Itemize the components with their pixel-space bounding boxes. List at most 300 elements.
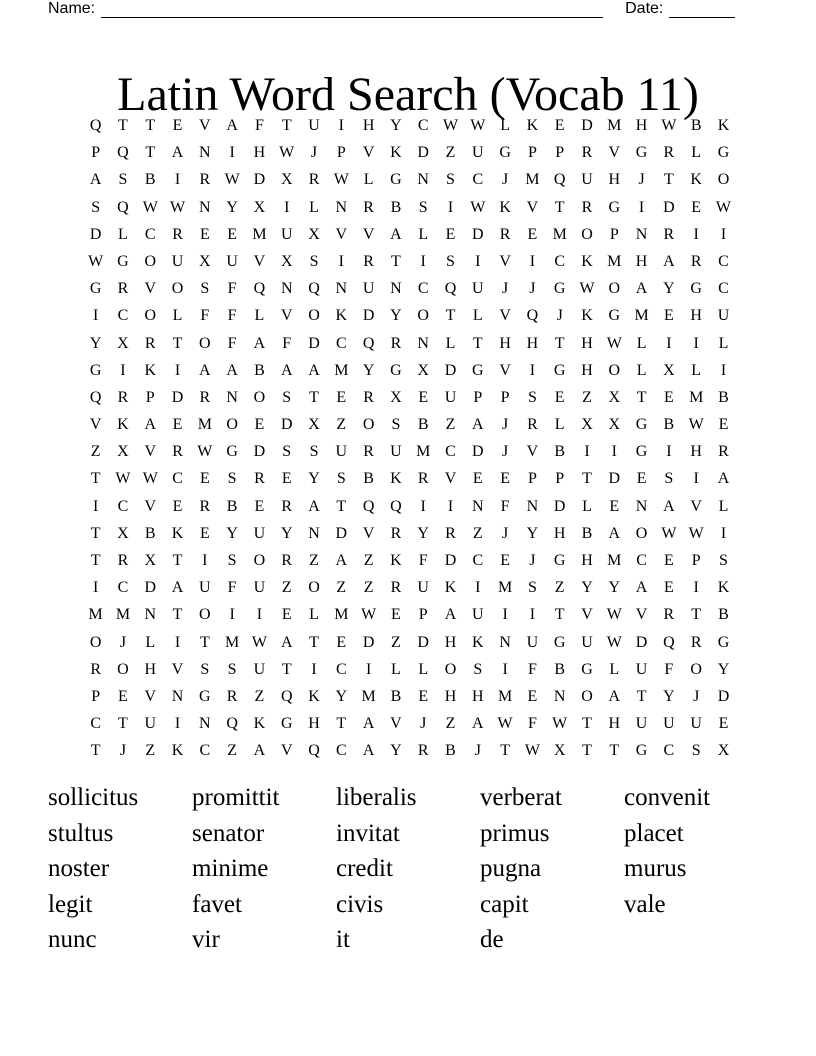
grid-letter[interactable]: X (308, 225, 320, 243)
grid-letter[interactable]: B (254, 361, 265, 379)
grid-letter[interactable]: V (280, 742, 293, 760)
grid-letter[interactable]: E (663, 579, 674, 597)
grid-letter[interactable]: S (719, 552, 728, 569)
grid-letter[interactable]: L (691, 144, 702, 162)
grid-letter[interactable]: V (362, 524, 375, 542)
grid-letter[interactable]: K (526, 117, 539, 134)
grid-letter[interactable]: V (171, 660, 184, 678)
grid-letter[interactable]: V (690, 497, 702, 515)
grid-letter[interactable]: I (584, 443, 590, 461)
grid-letter[interactable]: I (174, 715, 181, 733)
grid-letter[interactable]: X (199, 252, 211, 270)
grid-letter[interactable]: I (284, 198, 290, 216)
grid-letter[interactable]: F (200, 307, 210, 325)
grid-letter[interactable]: I (447, 497, 454, 515)
grid-letter[interactable]: J (693, 687, 700, 705)
grid-letter[interactable]: Y (390, 307, 402, 325)
grid-letter[interactable]: R (199, 497, 211, 515)
grid-letter[interactable]: L (309, 606, 319, 624)
grid-letter[interactable]: E (609, 497, 620, 515)
grid-letter[interactable]: I (420, 497, 426, 515)
grid-letter[interactable]: Z (554, 579, 565, 597)
grid-letter[interactable]: O (144, 252, 157, 270)
grid-letter[interactable]: N (308, 524, 320, 542)
grid-letter[interactable]: G (553, 633, 566, 651)
grid-letter[interactable]: Z (90, 443, 101, 461)
grid-letter[interactable]: S (282, 443, 292, 461)
grid-letter[interactable]: W (88, 252, 104, 270)
grid-letter[interactable]: X (717, 742, 730, 760)
grid-letter[interactable]: T (582, 742, 592, 760)
grid-letter[interactable]: H (581, 552, 593, 569)
grid-letter[interactable]: E (281, 470, 292, 488)
grid-letter[interactable]: Z (336, 579, 347, 597)
grid-letter[interactable]: Q (663, 633, 675, 651)
grid-letter[interactable]: M (607, 117, 622, 134)
grid-letter[interactable]: L (636, 334, 647, 352)
grid-letter[interactable]: O (717, 171, 730, 189)
grid-letter[interactable]: Q (362, 497, 375, 515)
grid-letter[interactable]: I (447, 198, 454, 216)
grid-letter[interactable]: E (336, 633, 347, 651)
grid-letter[interactable]: K (581, 307, 593, 325)
grid-letter[interactable]: C (144, 225, 156, 243)
grid-letter[interactable]: V (144, 687, 157, 705)
grid-letter[interactable]: O (144, 307, 157, 325)
grid-letter[interactable]: U (280, 225, 293, 243)
date-blank-line[interactable] (669, 3, 735, 18)
grid-letter[interactable]: R (581, 198, 593, 216)
grid-letter[interactable]: G (635, 416, 648, 434)
grid-letter[interactable]: G (390, 171, 402, 189)
grid-letter[interactable]: X (253, 198, 266, 216)
grid-letter[interactable]: I (174, 171, 181, 189)
grid-letter[interactable]: A (663, 252, 675, 270)
grid-letter[interactable]: N (472, 497, 484, 515)
grid-letter[interactable]: R (417, 742, 429, 760)
grid-letter[interactable]: U (472, 144, 484, 162)
grid-letter[interactable]: M (525, 171, 540, 189)
grid-letter[interactable]: A (635, 579, 648, 597)
grid-letter[interactable]: G (226, 443, 238, 461)
grid-letter[interactable]: Q (308, 742, 320, 760)
grid-letter[interactable]: S (446, 171, 455, 189)
grid-letter[interactable]: X (417, 361, 429, 379)
grid-letter[interactable]: S (391, 416, 401, 434)
grid-letter[interactable]: T (500, 742, 510, 760)
grid-letter[interactable]: M (252, 225, 267, 243)
grid-letter[interactable]: M (225, 633, 240, 651)
grid-letter[interactable]: O (444, 660, 457, 678)
grid-letter[interactable]: T (663, 171, 674, 189)
grid-letter[interactable]: H (472, 687, 484, 705)
grid-letter[interactable]: F (227, 280, 237, 298)
grid-letter[interactable]: C (472, 552, 484, 569)
grid-letter[interactable]: Y (226, 524, 238, 542)
grid-letter[interactable]: N (199, 144, 211, 162)
grid-letter[interactable]: J (310, 144, 318, 162)
grid-letter[interactable]: V (608, 144, 621, 162)
grid-letter[interactable]: W (606, 334, 622, 352)
grid-letter[interactable]: D (280, 416, 293, 434)
grid-letter[interactable]: U (635, 660, 648, 678)
grid-letter[interactable]: L (582, 497, 592, 515)
grid-letter[interactable]: L (691, 361, 702, 379)
grid-letter[interactable]: L (145, 633, 156, 651)
grid-letter[interactable]: C (445, 443, 456, 461)
grid-letter[interactable]: I (365, 660, 372, 678)
grid-letter[interactable]: R (363, 388, 374, 406)
grid-letter[interactable]: Z (445, 416, 456, 434)
grid-letter[interactable]: E (472, 470, 483, 488)
grid-letter[interactable]: K (308, 687, 320, 705)
grid-letter[interactable]: S (227, 470, 237, 488)
grid-letter[interactable]: V (335, 225, 348, 243)
grid-letter[interactable]: W (470, 198, 486, 216)
grid-letter[interactable]: A (253, 334, 266, 352)
grid-letter[interactable]: B (554, 443, 566, 461)
grid-letter[interactable]: I (529, 361, 536, 379)
grid-letter[interactable]: R (172, 225, 183, 243)
grid-letter[interactable]: Y (390, 117, 402, 134)
grid-letter[interactable]: G (635, 443, 648, 461)
grid-letter[interactable]: S (227, 660, 237, 678)
grid-letter[interactable]: F (282, 334, 292, 352)
grid-letter[interactable]: W (688, 416, 704, 434)
grid-letter[interactable]: V (390, 715, 402, 733)
grid-letter[interactable]: Y (663, 280, 675, 298)
grid-letter[interactable]: L (309, 198, 319, 216)
grid-letter[interactable]: U (717, 307, 730, 325)
grid-letter[interactable]: A (472, 416, 484, 434)
grid-letter[interactable]: I (638, 198, 645, 216)
grid-letter[interactable]: Q (280, 687, 293, 705)
grid-letter[interactable]: J (474, 742, 481, 760)
grid-letter[interactable]: B (581, 524, 593, 542)
grid-letter[interactable]: R (117, 280, 129, 298)
grid-letter[interactable]: V (581, 606, 593, 624)
grid-letter[interactable]: E (718, 715, 729, 733)
grid-letter[interactable]: Z (227, 742, 238, 760)
grid-letter[interactable]: G (89, 361, 102, 379)
grid-letter[interactable]: P (609, 225, 619, 243)
grid-letter[interactable]: D (362, 633, 375, 651)
grid-letter[interactable]: P (91, 144, 101, 162)
grid-letter[interactable]: Q (117, 144, 129, 162)
grid-letter[interactable]: Y (280, 524, 293, 542)
grid-letter[interactable]: H (581, 361, 593, 379)
grid-letter[interactable]: I (92, 497, 99, 515)
grid-letter[interactable]: P (336, 144, 346, 162)
grid-letter[interactable]: R (363, 198, 374, 216)
grid-letter[interactable]: K (390, 144, 402, 162)
grid-letter[interactable]: N (553, 687, 566, 705)
grid-letter[interactable]: V (144, 497, 157, 515)
grid-letter[interactable]: D (472, 225, 484, 243)
grid-letter[interactable]: V (526, 443, 539, 461)
grid-letter[interactable]: D (362, 307, 375, 325)
grid-letter[interactable]: N (335, 280, 348, 298)
grid-letter[interactable]: N (171, 687, 184, 705)
grid-letter[interactable]: R (144, 334, 156, 352)
grid-letter[interactable]: Z (145, 742, 156, 760)
grid-letter[interactable]: T (554, 198, 565, 216)
grid-letter[interactable]: Z (445, 715, 456, 733)
grid-letter[interactable]: Y (308, 470, 320, 488)
grid-letter[interactable]: T (118, 715, 128, 733)
grid-letter[interactable]: R (499, 225, 511, 243)
grid-letter[interactable]: L (500, 117, 510, 134)
grid-letter[interactable]: N (417, 171, 429, 189)
grid-letter[interactable]: N (390, 280, 402, 298)
grid-letter[interactable]: Q (390, 497, 402, 515)
grid-letter[interactable]: E (336, 388, 347, 406)
grid-letter[interactable]: I (529, 606, 536, 624)
grid-letter[interactable]: K (717, 579, 730, 597)
grid-letter[interactable]: I (229, 606, 235, 624)
grid-letter[interactable]: K (717, 117, 730, 134)
grid-letter[interactable]: K (117, 416, 129, 434)
grid-letter[interactable]: B (144, 171, 156, 189)
grid-letter[interactable]: E (663, 552, 674, 569)
grid-letter[interactable]: E (199, 470, 210, 488)
grid-letter[interactable]: G (390, 361, 402, 379)
grid-letter[interactable]: L (718, 334, 729, 352)
grid-letter[interactable]: S (309, 252, 319, 270)
grid-letter[interactable]: M (634, 307, 649, 325)
grid-letter[interactable]: J (501, 416, 509, 434)
grid-letter[interactable]: X (280, 171, 293, 189)
grid-letter[interactable]: H (499, 334, 511, 352)
grid-letter[interactable]: Y (362, 361, 375, 379)
grid-letter[interactable]: R (718, 443, 729, 461)
grid-letter[interactable]: E (172, 497, 183, 515)
grid-letter[interactable]: E (663, 388, 674, 406)
grid-letter[interactable]: S (282, 388, 292, 406)
grid-letter[interactable]: B (144, 524, 156, 542)
grid-letter[interactable]: D (417, 144, 429, 162)
grid-letter[interactable]: W (552, 715, 568, 733)
grid-letter[interactable]: X (308, 416, 320, 434)
grid-letter[interactable]: U (444, 388, 457, 406)
grid-letter[interactable]: B (554, 660, 566, 678)
grid-letter[interactable]: E (636, 470, 647, 488)
grid-letter[interactable]: X (117, 334, 129, 352)
grid-letter[interactable]: D (253, 443, 266, 461)
grid-letter[interactable]: S (473, 660, 483, 678)
grid-letter[interactable]: U (199, 579, 211, 597)
grid-letter[interactable]: F (227, 334, 237, 352)
grid-letter[interactable]: A (280, 633, 293, 651)
grid-letter[interactable]: B (226, 497, 238, 515)
grid-letter[interactable]: X (390, 388, 402, 406)
grid-letter[interactable]: S (91, 198, 101, 216)
grid-letter[interactable]: N (199, 715, 211, 733)
grid-letter[interactable]: E (172, 416, 183, 434)
grid-letter[interactable]: A (199, 361, 211, 379)
grid-letter[interactable]: A (717, 470, 730, 488)
grid-letter[interactable]: I (502, 606, 508, 624)
grid-letter[interactable]: Z (582, 388, 592, 406)
grid-letter[interactable]: A (635, 280, 648, 298)
grid-letter[interactable]: G (280, 715, 293, 733)
grid-letter[interactable]: N (280, 280, 293, 298)
grid-letter[interactable]: D (335, 524, 348, 542)
grid-letter[interactable]: U (690, 715, 702, 733)
grid-letter[interactable]: R (390, 334, 402, 352)
grid-letter[interactable]: J (501, 443, 509, 461)
grid-letter[interactable]: T (199, 633, 210, 651)
grid-letter[interactable]: Y (226, 198, 238, 216)
grid-letter[interactable]: E (527, 225, 538, 243)
grid-letter[interactable]: X (117, 524, 129, 542)
grid-letter[interactable]: B (690, 117, 702, 134)
grid-letter[interactable]: T (145, 144, 156, 162)
grid-letter[interactable]: D (444, 552, 457, 569)
grid-letter[interactable]: U (417, 579, 429, 597)
grid-letter[interactable]: W (524, 742, 540, 760)
grid-letter[interactable]: P (527, 470, 537, 488)
grid-letter[interactable]: B (390, 198, 402, 216)
grid-letter[interactable]: S (200, 280, 210, 298)
grid-letter[interactable]: M (416, 443, 431, 461)
grid-letter[interactable]: L (418, 225, 429, 243)
grid-letter[interactable]: F (227, 307, 237, 325)
grid-letter[interactable]: C (335, 742, 347, 760)
grid-letter[interactable]: A (608, 524, 621, 542)
grid-letter[interactable]: G (635, 742, 648, 760)
grid-letter[interactable]: R (199, 388, 211, 406)
grid-letter[interactable]: Z (254, 687, 265, 705)
grid-letter[interactable]: P (527, 144, 537, 162)
grid-letter[interactable]: X (280, 252, 293, 270)
grid-letter[interactable]: E (500, 470, 510, 488)
grid-letter[interactable]: E (418, 388, 429, 406)
grid-letter[interactable]: Y (526, 524, 539, 542)
grid-letter[interactable]: Z (391, 633, 401, 651)
grid-letter[interactable]: K (390, 470, 402, 488)
grid-letter[interactable]: N (226, 388, 238, 406)
grid-letter[interactable]: M (334, 361, 349, 379)
grid-letter[interactable]: R (363, 252, 374, 270)
grid-letter[interactable]: M (497, 579, 513, 597)
grid-letter[interactable]: B (718, 388, 729, 406)
grid-letter[interactable]: D (717, 687, 730, 705)
grid-letter[interactable]: W (224, 171, 240, 189)
grid-letter[interactable]: M (689, 388, 704, 406)
grid-letter[interactable]: Z (336, 416, 347, 434)
grid-letter[interactable]: T (172, 552, 183, 569)
grid-letter[interactable]: O (581, 225, 593, 243)
grid-letter[interactable]: U (253, 579, 266, 597)
grid-letter[interactable]: V (144, 443, 157, 461)
grid-letter[interactable]: J (638, 171, 645, 189)
grid-letter[interactable]: D (253, 171, 266, 189)
grid-letter[interactable]: B (718, 606, 729, 624)
grid-letter[interactable]: R (117, 552, 129, 569)
grid-letter[interactable]: C (90, 715, 101, 733)
grid-letter[interactable]: A (444, 606, 457, 624)
grid-letter[interactable]: L (418, 660, 429, 678)
grid-letter[interactable]: U (253, 524, 266, 542)
grid-letter[interactable]: D (417, 633, 429, 651)
grid-letter[interactable]: P (145, 388, 155, 406)
grid-letter[interactable]: F (527, 715, 537, 733)
grid-letter[interactable]: C (663, 742, 675, 760)
grid-letter[interactable]: W (661, 524, 677, 542)
grid-letter[interactable]: X (581, 416, 593, 434)
grid-letter[interactable]: K (253, 715, 266, 733)
grid-letter[interactable]: O (117, 660, 129, 678)
grid-letter[interactable]: T (172, 334, 183, 352)
grid-letter[interactable]: Y (717, 660, 730, 678)
grid-letter[interactable]: L (636, 361, 647, 379)
grid-letter[interactable]: H (635, 117, 648, 134)
grid-letter[interactable]: E (227, 225, 238, 243)
grid-letter[interactable]: C (199, 742, 211, 760)
grid-letter[interactable]: T (336, 715, 347, 733)
grid-letter[interactable]: A (171, 579, 184, 597)
grid-letter[interactable]: K (472, 633, 484, 651)
grid-letter[interactable]: C (636, 552, 647, 569)
grid-letter[interactable]: K (444, 579, 457, 597)
grid-letter[interactable]: Q (253, 280, 266, 298)
grid-letter[interactable]: N (499, 633, 511, 651)
grid-letter[interactable]: R (390, 524, 402, 542)
grid-letter[interactable]: A (335, 552, 348, 569)
grid-letter[interactable]: G (499, 144, 511, 162)
grid-letter[interactable]: H (444, 633, 457, 651)
grid-letter[interactable]: E (418, 687, 429, 705)
grid-letter[interactable]: O (226, 416, 238, 434)
grid-letter[interactable]: E (663, 307, 674, 325)
grid-letter[interactable]: G (89, 280, 102, 298)
grid-letter[interactable]: E (199, 524, 210, 542)
grid-letter[interactable]: G (608, 198, 621, 216)
grid-letter[interactable]: M (607, 252, 622, 270)
grid-letter[interactable]: U (663, 715, 675, 733)
grid-letter[interactable]: E (554, 117, 565, 134)
grid-letter[interactable]: E (199, 225, 210, 243)
grid-letter[interactable]: O (199, 334, 211, 352)
grid-letter[interactable]: Z (309, 552, 319, 569)
grid-letter[interactable]: O (199, 606, 211, 624)
grid-letter[interactable]: U (526, 633, 539, 651)
grid-letter[interactable]: E (254, 497, 265, 515)
grid-letter[interactable]: E (281, 606, 292, 624)
grid-letter[interactable]: U (144, 715, 157, 733)
grid-letter[interactable]: I (666, 443, 672, 461)
grid-letter[interactable]: O (308, 307, 320, 325)
grid-letter[interactable]: C (117, 307, 129, 325)
grid-letter[interactable]: M (552, 225, 567, 243)
grid-letter[interactable]: G (581, 660, 593, 678)
grid-letter[interactable]: I (611, 443, 617, 461)
grid-letter[interactable]: T (281, 117, 292, 134)
grid-letter[interactable]: W (279, 144, 295, 162)
grid-letter[interactable]: W (688, 524, 704, 542)
grid-letter[interactable]: L (118, 225, 128, 243)
grid-letter[interactable]: N (417, 334, 429, 352)
grid-letter[interactable]: W (442, 117, 459, 134)
grid-letter[interactable]: D (144, 579, 157, 597)
grid-letter[interactable]: R (117, 388, 129, 406)
grid-letter[interactable]: E (691, 198, 702, 216)
grid-letter[interactable]: E (554, 388, 565, 406)
grid-letter[interactable]: K (144, 361, 157, 379)
grid-letter[interactable]: T (609, 742, 620, 760)
grid-letter[interactable]: T (309, 633, 319, 651)
